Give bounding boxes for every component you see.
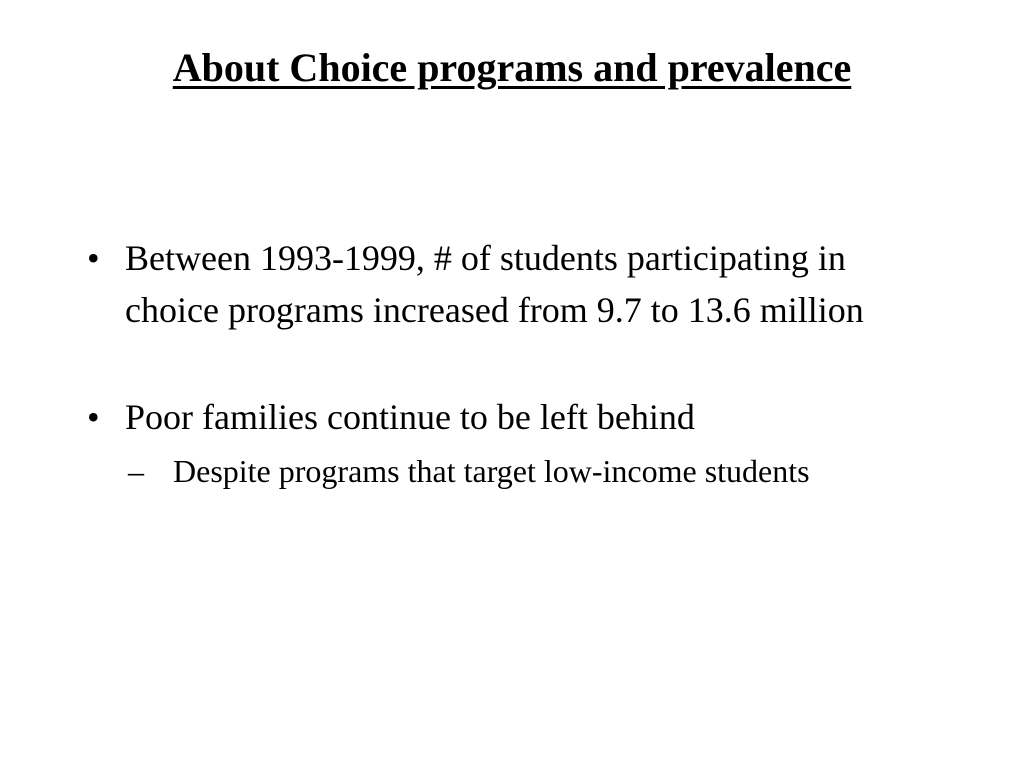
slide-title — [0, 42, 1024, 94]
bullet-marker: • — [87, 397, 100, 437]
bullet-text: Between 1993-1999, # of students participating in choice programs increased from 9.7 to 13.6 million — [125, 238, 864, 330]
sub-bullet-marker: – — [128, 453, 144, 489]
bullet-marker: • — [87, 238, 100, 278]
sub-bullet-item-low-income-programs — [125, 449, 927, 494]
bullet-item-poor-families — [87, 391, 927, 443]
bullet-text: Poor families continue to be left behind — [125, 397, 695, 437]
slide-title-text: About Choice programs and prevalence — [172, 45, 852, 90]
sub-bullet-text: Despite programs that target low-income students — [173, 453, 810, 489]
bullet-item-students-increase — [87, 232, 927, 336]
slide-body — [87, 232, 927, 494]
